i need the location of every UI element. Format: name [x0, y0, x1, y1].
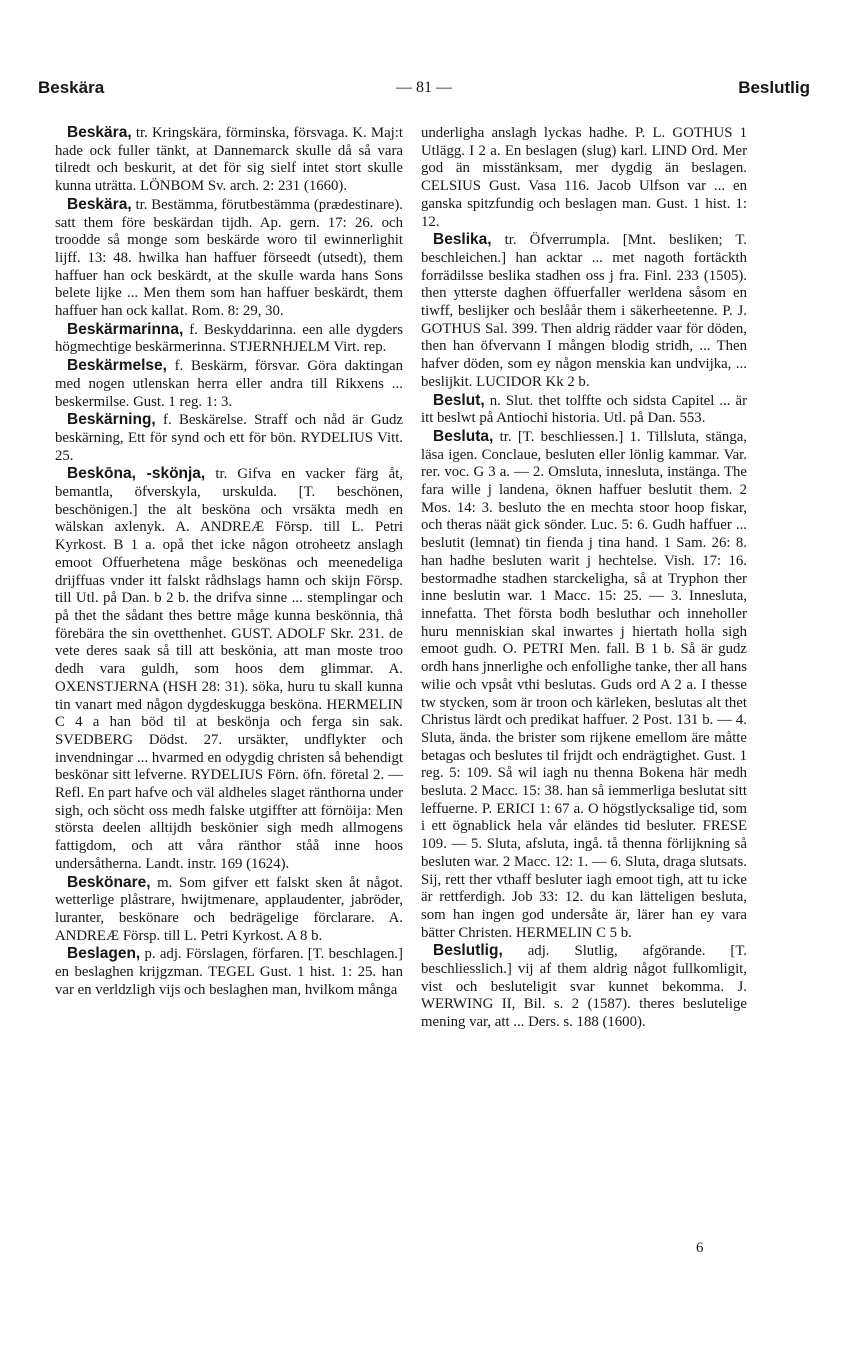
dictionary-entry: [55, 321, 403, 357]
dictionary-entry: [421, 428, 747, 942]
entry-headword: Besluta,: [433, 427, 494, 445]
entry-text: underligha anslagh lyckas hadhe. P. L. GOTHUS 1 Utlägg. I 2 a. En beslagen (slug) karl. LIND Ord. Mer god än misstänksam, mer dygdig än beslagen. CELSIUS Gust. Vasa 116. Jacob Ulfson var ... en ganska spitzfundig och beslagen man. Gust. 1 hist. 1: 12.: [421, 125, 747, 230]
header-left-catchword: Beskära: [38, 78, 105, 97]
dictionary-entry: [55, 465, 403, 873]
entry-text: f. Beskärm, försvar. Göra daktingan med nogen utlenskan herra eller andra till Rikxens ... beskermilse. Gust. 1 reg. 1: 3.: [55, 358, 403, 410]
entry-headword: Beskära,: [67, 195, 132, 213]
entry-headword: Beskärmarinna,: [67, 320, 184, 338]
entry-text: adj. Slutlig, afgörande. [T. beschliesslich.] vij af them aldrig något fullkomligit, vist och besluteligit svar kunnet bekomma. J. WERWING II, Bil. s. 2 (1587). theres beslutelige mening var, att ... Ders. s. 188 (1600).: [421, 943, 747, 1031]
dictionary-entry: [421, 942, 747, 1032]
dictionary-entry: [421, 392, 747, 428]
signature-mark: 6: [696, 1240, 704, 1256]
entry-text: tr. [T. beschliessen.] 1. Tillsluta, stänga, läsa igen. Conclaue, besluten eller lönlig kammar. Var. rer. voc. G 3 a. — 2. Omsluta, innesluta, instänga. The fara wille j landena, öknen haffuer beslutit them. 2 Mos. 14: 3. besluto the en mechta stoor hoop fiskar, och theras näät gick sönder. Luc. 5: 6. Gudh haffuer ... beslutit (lemnat) tin fienda j tina hand. 1 Sam. 26: 8. han hadhe besluten warit j hechtelse. Vish. 17: 16. bestormadhe stadhen starckeligha, så at Tryphon ther inne beslutin war. 1 Macc. 15: 25. — 3. Innesluta, innefatta. Thet första bodh besluthar och inneholler huru menniskian skal inwartes j hiertath holla sigh emoot gudh. O. PETRI Men. fall. B 1 b. Så är gudz ordh hans jnnerlighe och enfollighe tanke, ther all hans wilie och vpsåt vthi beslutas. Guds ord A 2 a. I thesse tw stycken, som är troon och kärleken, beslutas alt thet Christus lärdt och predikat haffuer. 2 Post. 131 b. — 4. Sluta, ända. the brister som rijkene emellom äre måtte betagas och beslutes til frijdt och endrägtighet. Gust. 1 reg. 5: 109. Så wil iagh nu thenna Bokena här medh besluta. 2 Macc. 15: 38. han så iemmerliga beslutat sitt leffuerne. P. ERICI 1: 67 a. O högstlycksalige tid, som i ett ögnablick hela vår eländes tid besluter. FRESE 109. — 5. Sluta, afsluta, ingå. tå thenna förlijkning så besluten war. 2 Macc. 12: 1. — 6. Sluta, draga slutsats. Sij, rett ther vthaff besluter iagh emoot tigh, att tu icke är rettferdigh. Job 33: 12. du kan lätteligen besluta, som han ingen god undersåte är, lärer han ey vara bätter Christen. HERMELIN C 5 b.: [421, 428, 747, 941]
right-column: [421, 124, 747, 1032]
entry-text: f. Beskyddarinna. een alle dygders högmechtige beskärmerinna. STJERNHJELM Virt. rep.: [55, 321, 403, 356]
entry-headword: Beskärning,: [67, 411, 156, 429]
running-header: [38, 78, 810, 102]
entry-text: tr. Öfverrumpla. [Mnt. besliken; T. beschleichen.] han acktar ... met nagoth fortäckth forrädilsse beslika stadhen oss j fra. Finl. 233 (1505). then ytterste daghen öffuerfaller werldena såsom en tiwff, beslijker och beslåår them i säkerheetenne. P. J. GOTHUS Sal. 399. Then aldrig rädder vaar för döden, then han öfvervann I mången blodig stridh, ... Then hafver döden, som ey någon menskia kan undvijka, ... beslijkit. LUCIDOR Kk 2 b.: [421, 232, 747, 390]
entry-headword: Beslut,: [433, 391, 485, 409]
dictionary-entry: [55, 945, 403, 999]
entry-text: tr. Kringskära, förminska, försvaga. K. Maj:t hade ock fuller tänkt, at Dannemarck skulle då så vara tilredt och beskurit, at det för sig sielf intet stort skulle kunna uträtta. LÖNBOM Sv. arch. 2: 231 (1660).: [55, 125, 403, 195]
dictionary-entry: [55, 357, 403, 411]
entry-headword: Beskära,: [67, 124, 132, 141]
entry-headword: Beskōna, -skönja,: [67, 465, 206, 483]
entry-text: p. adj. Förslagen, förfaren. [T. beschlagen.] en beslaghen krijgzman. TEGEL Gust. 1 hist. 1: 25. han var en verldzligh vijs och beslaghen man, hvilkom många: [55, 946, 403, 998]
entry-text: m. Som gifver ett falskt sken åt något. wetterlige plåstrare, hwijtmenare, applaudenter, jabröder, luranter, beskönare och bedrägelige förclarare. A. ANDREÆ Försp. till L. Petri Kyrkost. A 8 b.: [55, 874, 403, 944]
dictionary-entry: [421, 231, 747, 391]
entry-headword: Beskärmelse,: [67, 357, 167, 375]
entry-headword: Beslagen,: [67, 945, 141, 963]
header-right-catchword: Beslutlig: [738, 78, 810, 97]
dictionary-entry: [55, 874, 403, 946]
page-number: — 81 —: [396, 79, 452, 96]
entry-text: tr. Gifva en vacker färg åt, bemantla, öfverskyla, urskulda. [T. beschönen, beschönigen.] the alt besköna och vrsäkta medh en wälskan axlenyk. A. ANDREÆ Försp. till L. Petri Kyrkost. B 1 a. opå thet icke någon otroheetz anslagh emoot Offuerhetena måge beskönas och meenedeliga drijffuas vnder itt falskt rådhslags hamn och skijn Försp. till Utl. på Dan. b 2 b. the drifva sinne ... stemplingar och på thet the sådant thes bettre måge kunna beskönnia, thå förebära the sin ovetthenhet. GUST. ADOLF Skr. 231. de vete deres saak så till att beskönia, att man moste troo dedh vara guldh, som hoos dem glimmar. A. OXENSTJERNA (HSH 28: 31). söka, huru tu skall kunna tin vanart med någon dygdeskugga besköna. HERMELIN C 4 a han böd til at beskönja och ferga sin sak. SVEDBERG Dödst. 27. ursäkter, undflykter och invendningar ... hvarmed en odygdig christen så behendigt beskönar sitt lefverne. RYDELIUS Förn. öfn. företal 2. — Refl. En part hafve och väl aldheles slaget ränthorna under sigh, och söcht oss medh falske utgiffter att förnöija: Men största deelen alltijdh beskönier sigh medh allmogens fattigdom, och att våra ränthor ståå inne hoos undersåtherna. Landt. instr. 169 (1624).: [55, 466, 403, 872]
dictionary-entry-continued: [421, 124, 747, 231]
dictionary-entry: [55, 196, 403, 321]
entry-text: f. Beskärelse. Straff och nåd är Gudz beskärning, Ett för synd och ett för bön. RYDELIUS Vitt. 25.: [55, 412, 403, 464]
left-column: [55, 124, 403, 999]
entry-headword: Beskönare,: [67, 873, 151, 891]
entry-text: tr. Bestämma, förutbestämma (prædestinare). satt them före beskärdan tijdh. Ap. gern. 17: 26. och troodde så monge som beskärde woro til ewinnerlighit lijff. 13: 48. hwilka han haffuer förseedt (utsedt), them haffuer han ock beskärdt, at the skulle warda hans Sons belete lijke ... Men them som han haffuer beskärdt, them haffuer han ock kallat. Rom. 8: 29, 30.: [55, 196, 403, 320]
entry-headword: Beslutlig,: [433, 942, 503, 960]
dictionary-entry: [55, 124, 403, 196]
entry-text: n. Slut. thet tolffte och sidsta Capitel ... är itt beslwt på Antiochi historia. Utl. på Dan. 553.: [421, 392, 747, 427]
dictionary-entry: [55, 411, 403, 465]
entry-headword: Beslika,: [433, 231, 492, 249]
